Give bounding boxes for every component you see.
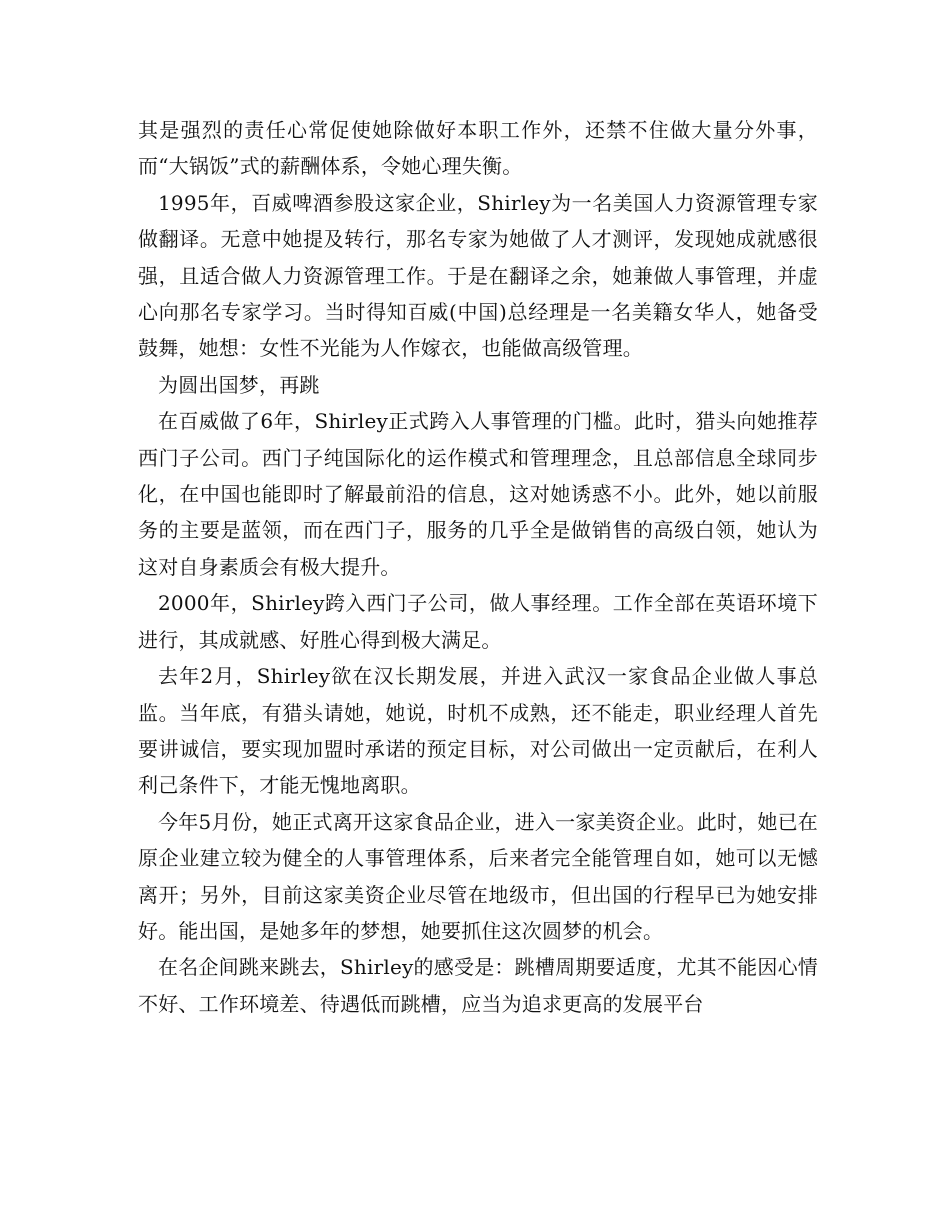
paragraph: 今年5月份，她正式离开这家食品企业，进入一家美资企业。此时，她已在原企业建立较为健全的人事管理体系，后来者完全能管理自如，她可以无憾离开；另外，目前这家美资企业尽管在地级市，但出国的行程早已为她安排好。能出国，是她多年的梦想，她要抓住这次圆梦的机会。	[138, 809, 818, 943]
paragraph: 在名企间跳来跳去，Shirley的感受是：跳槽周期要适度，尤其不能因心情不好、工作环境差、待遇低而跳槽，应当为追求更高的发展平台	[138, 955, 818, 1016]
section-heading: 为圆出国梦，再跳	[158, 372, 320, 397]
document-body	[138, 112, 818, 1022]
paragraph: 1995年，百威啤酒参股这家企业，Shirley为一名美国人力资源管理专家做翻译。无意中她提及转行，那名专家为她做了人才测评，发现她成就感很强，且适合做人力资源管理工作。于是在翻译之余，她兼做人事管理，并虚心向那名专家学习。当时得知百威(中国)总经理是一名美籍女华人，她备受鼓舞，她想：女性不光能为人作嫁衣，也能做高级管理。	[138, 190, 818, 361]
paragraph: 2000年，Shirley跨入西门子公司，做人事经理。工作全部在英语环境下进行，其成就感、好胜心得到极大满足。	[138, 591, 818, 652]
paragraph: 在百威做了6年，Shirley正式跨入人事管理的门槛。此时，猎头向她推荐西门子公司。西门子纯国际化的运作模式和管理理念，且总部信息全球同步化，在中国也能即时了解最前沿的信息，这对她诱惑不小。此外，她以前服务的主要是蓝领，而在西门子，服务的几乎全是做销售的高级白领，她认为这对自身素质会有极大提升。	[138, 409, 818, 579]
paragraph: 其是强烈的责任心常促使她除做好本职工作外，还禁不住做大量分外事，而“大锅饭”式的薪酬体系，令她心理失衡。	[138, 118, 818, 179]
paragraph: 去年2月，Shirley欲在汉长期发展，并进入武汉一家食品企业做人事总监。当年底，有猎头请她，她说，时机不成熟，还不能走，职业经理人首先要讲诚信，要实现加盟时承诺的预定目标，对公司做出一定贡献后，在利人利己条件下，才能无愧地离职。	[138, 664, 818, 798]
